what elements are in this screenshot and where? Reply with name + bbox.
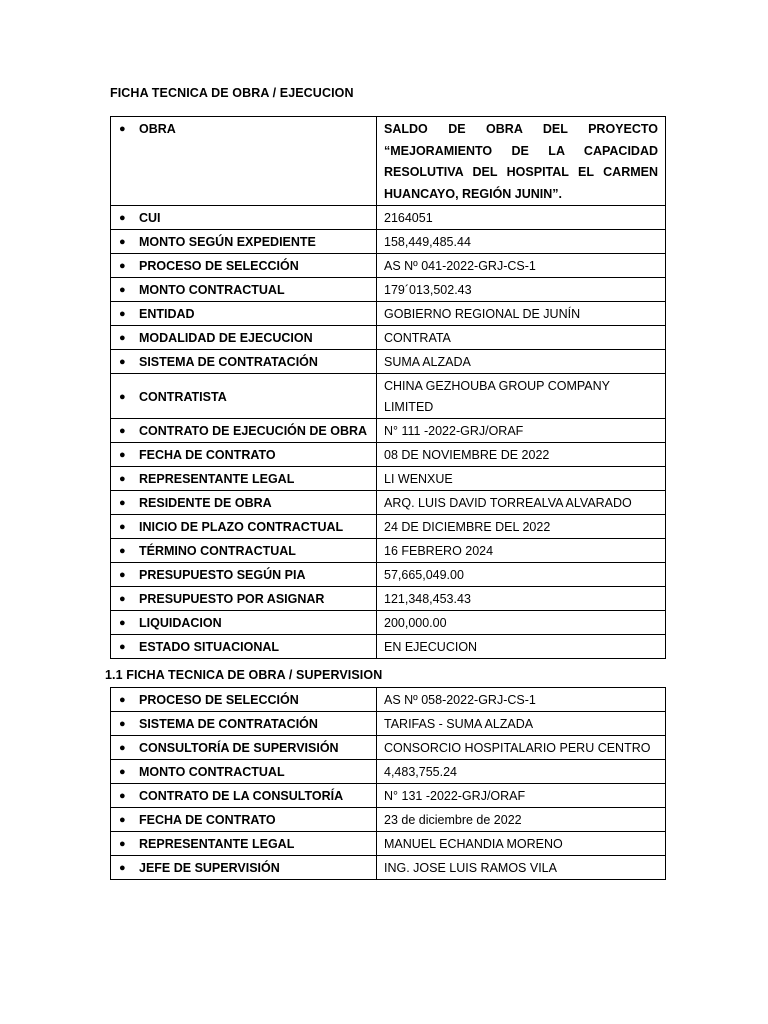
row-value-cell (377, 587, 666, 611)
row-label-cell (111, 808, 377, 832)
row-value: 158,449,485.44 (384, 235, 471, 249)
row-label-cell (111, 326, 377, 350)
row-label-cell (111, 563, 377, 587)
row-label: PRESUPUESTO POR ASIGNAR (139, 592, 325, 606)
bullet-icon: ● (119, 814, 126, 826)
table-row (111, 611, 666, 635)
row-label: CONTRATISTA (139, 389, 227, 404)
table-row (111, 539, 666, 563)
row-label-cell (111, 515, 377, 539)
row-value: 24 DE DICIEMBRE DEL 2022 (384, 520, 551, 534)
row-label: OBRA (139, 122, 176, 136)
bullet-icon: ● (119, 356, 126, 368)
row-label: PRESUPUESTO SEGÚN PIA (139, 568, 306, 582)
row-value: 179´013,502.43 (384, 283, 472, 297)
row-label-cell (111, 491, 377, 515)
row-value-cell (377, 278, 666, 302)
row-value-cell (377, 230, 666, 254)
bullet-icon: ● (119, 641, 126, 653)
bullet-icon: ● (119, 390, 126, 403)
row-label-cell (111, 443, 377, 467)
table-row (111, 419, 666, 443)
row-label-cell (111, 736, 377, 760)
row-value: CHINA GEZHOUBA GROUP COMPANY LIMITED (384, 379, 610, 414)
row-value-cell (377, 611, 666, 635)
row-label: REPRESENTANTE LEGAL (139, 837, 295, 851)
row-value-cell (377, 467, 666, 491)
row-value: MANUEL ECHANDIA MORENO (384, 837, 563, 851)
row-label: SISTEMA DE CONTRATACIÓN (139, 355, 318, 369)
bullet-icon: ● (119, 862, 126, 874)
row-label: CONTRATO DE LA CONSULTORÍA (139, 789, 344, 803)
row-value: 121,348,453.43 (384, 592, 471, 606)
row-label-cell (111, 688, 377, 712)
row-label-cell (111, 611, 377, 635)
row-value: 23 de diciembre de 2022 (384, 813, 522, 827)
bullet-icon: ● (119, 694, 126, 706)
row-label: ENTIDAD (139, 307, 195, 321)
bullet-icon: ● (119, 838, 126, 850)
bullet-icon: ● (119, 545, 126, 557)
row-value: 4,483,755.24 (384, 765, 457, 779)
row-value: SUMA ALZADA (384, 355, 471, 369)
row-label-cell (111, 206, 377, 230)
row-label: MODALIDAD DE EJECUCION (139, 331, 313, 345)
row-value: 57,665,049.00 (384, 568, 464, 582)
row-value: AS Nº 041-2022-GRJ-CS-1 (384, 259, 536, 273)
row-value: CONSORCIO HOSPITALARIO PERU CENTRO (384, 741, 651, 755)
row-label: SISTEMA DE CONTRATACIÓN (139, 717, 318, 731)
bullet-icon: ● (119, 236, 126, 248)
row-label-cell (111, 467, 377, 491)
row-label: CONTRATO DE EJECUCIÓN DE OBRA (139, 424, 368, 438)
row-label: CONSULTORÍA DE SUPERVISIÓN (139, 741, 339, 755)
table-row (111, 832, 666, 856)
row-label-cell (111, 254, 377, 278)
row-label: FECHA DE CONTRATO (139, 448, 276, 462)
row-value: CONTRATA (384, 331, 451, 345)
row-value-cell (377, 254, 666, 278)
bullet-icon: ● (119, 593, 126, 605)
row-value-cell (377, 350, 666, 374)
bullet-icon: ● (119, 449, 126, 461)
row-value-cell (377, 712, 666, 736)
row-value: N° 111 -2022-GRJ/ORAF (384, 424, 524, 438)
table-row (111, 278, 666, 302)
table-row (111, 443, 666, 467)
row-label-cell (111, 350, 377, 374)
bullet-icon: ● (119, 260, 126, 272)
row-value-cell (377, 808, 666, 832)
row-label-cell (111, 419, 377, 443)
table-row (111, 117, 666, 206)
table-row (111, 491, 666, 515)
row-label: RESIDENTE DE OBRA (139, 496, 272, 510)
row-label: PROCESO DE SELECCIÓN (139, 693, 299, 707)
row-label-cell (111, 832, 377, 856)
ficha-ejecucion-table (110, 116, 666, 659)
ficha-supervision-table (110, 687, 666, 880)
table-row (111, 856, 666, 880)
row-label-cell (111, 302, 377, 326)
row-label: ESTADO SITUACIONAL (139, 640, 280, 654)
row-value-cell (377, 443, 666, 467)
row-value-cell (377, 326, 666, 350)
row-label: CUI (139, 211, 161, 225)
bullet-icon: ● (119, 790, 126, 802)
row-value-cell (377, 419, 666, 443)
row-value-cell (377, 832, 666, 856)
row-value: TARIFAS - SUMA ALZADA (384, 717, 534, 731)
row-value-cell (377, 563, 666, 587)
row-value-cell (377, 736, 666, 760)
row-label-cell (111, 784, 377, 808)
bullet-icon: ● (119, 617, 126, 629)
row-label-cell (111, 712, 377, 736)
row-value-cell (377, 515, 666, 539)
table-row (111, 736, 666, 760)
row-value-cell (377, 206, 666, 230)
row-value: LI WENXUE (384, 472, 453, 486)
table-row (111, 206, 666, 230)
table-row (111, 326, 666, 350)
bullet-icon: ● (119, 718, 126, 730)
table-row (111, 350, 666, 374)
row-label: FECHA DE CONTRATO (139, 813, 276, 827)
table-row (111, 688, 666, 712)
bullet-icon: ● (119, 332, 126, 344)
section-title-supervision: 1.1 FICHA TECNICA DE OBRA / SUPERVISION (105, 668, 383, 682)
row-label-cell (111, 760, 377, 784)
row-label-cell (111, 230, 377, 254)
row-label: MONTO CONTRACTUAL (139, 283, 285, 297)
row-label-cell (111, 539, 377, 563)
table-row (111, 230, 666, 254)
table-row (111, 374, 666, 419)
row-value-cell (377, 374, 666, 419)
obra-value: SALDO DE OBRA DEL PROYECTO “MEJORAMIENTO DE LA CAPACIDAD RESOLUTIVA DEL HOSPITAL EL CARMEN HUANCAYO, REGIÓN JUNIN”. (384, 122, 658, 201)
table-row (111, 712, 666, 736)
row-label: INICIO DE PLAZO CONTRACTUAL (139, 520, 344, 534)
row-value-cell (377, 760, 666, 784)
bullet-icon: ● (119, 123, 126, 135)
row-value-cell (377, 688, 666, 712)
row-label-cell (111, 374, 377, 419)
bullet-icon: ● (119, 521, 126, 533)
bullet-icon: ● (119, 425, 126, 437)
row-value-cell (377, 784, 666, 808)
section-title-ejecucion: FICHA TECNICA DE OBRA / EJECUCION (110, 86, 354, 100)
table-row (111, 635, 666, 659)
row-value: 16 FEBRERO 2024 (384, 544, 494, 558)
row-label-cell (111, 635, 377, 659)
row-value: AS Nº 058-2022-GRJ-CS-1 (384, 693, 536, 707)
row-value-cell (377, 635, 666, 659)
table-row (111, 760, 666, 784)
row-value: EN EJECUCION (384, 640, 478, 654)
row-label: TÉRMINO CONTRACTUAL (139, 544, 296, 558)
row-value: GOBIERNO REGIONAL DE JUNÍN (384, 307, 581, 321)
bullet-icon: ● (119, 569, 126, 581)
row-label: MONTO CONTRACTUAL (139, 765, 285, 779)
row-value-cell (377, 302, 666, 326)
row-label-cell (111, 117, 377, 206)
row-value: 08 DE NOVIEMBRE DE 2022 (384, 448, 550, 462)
table-row (111, 808, 666, 832)
row-label: LIQUIDACION (139, 616, 222, 630)
bullet-icon: ● (119, 284, 126, 296)
row-value: ING. JOSE LUIS RAMOS VILA (384, 861, 557, 875)
row-value: 200,000.00 (384, 616, 447, 630)
bullet-icon: ● (119, 766, 126, 778)
table-row (111, 784, 666, 808)
bullet-icon: ● (119, 742, 126, 754)
bullet-icon: ● (119, 473, 126, 485)
row-value-cell (377, 117, 666, 206)
row-value: 2164051 (384, 211, 433, 225)
row-label: MONTO SEGÚN EXPEDIENTE (139, 235, 316, 249)
row-value-cell (377, 491, 666, 515)
row-value-cell (377, 539, 666, 563)
row-label: REPRESENTANTE LEGAL (139, 472, 295, 486)
row-label-cell (111, 856, 377, 880)
row-label: JEFE DE SUPERVISIÓN (139, 861, 280, 875)
row-value: N° 131 -2022-GRJ/ORAF (384, 789, 526, 803)
row-label-cell (111, 278, 377, 302)
bullet-icon: ● (119, 212, 126, 224)
row-label-cell (111, 587, 377, 611)
table-row (111, 587, 666, 611)
row-value: ARQ. LUIS DAVID TORREALVA ALVARADO (384, 496, 632, 510)
table-row (111, 515, 666, 539)
table-row (111, 467, 666, 491)
row-label: PROCESO DE SELECCIÓN (139, 259, 299, 273)
table-row (111, 563, 666, 587)
bullet-icon: ● (119, 497, 126, 509)
row-value-cell (377, 856, 666, 880)
table-row (111, 254, 666, 278)
bullet-icon: ● (119, 308, 126, 320)
table-row (111, 302, 666, 326)
